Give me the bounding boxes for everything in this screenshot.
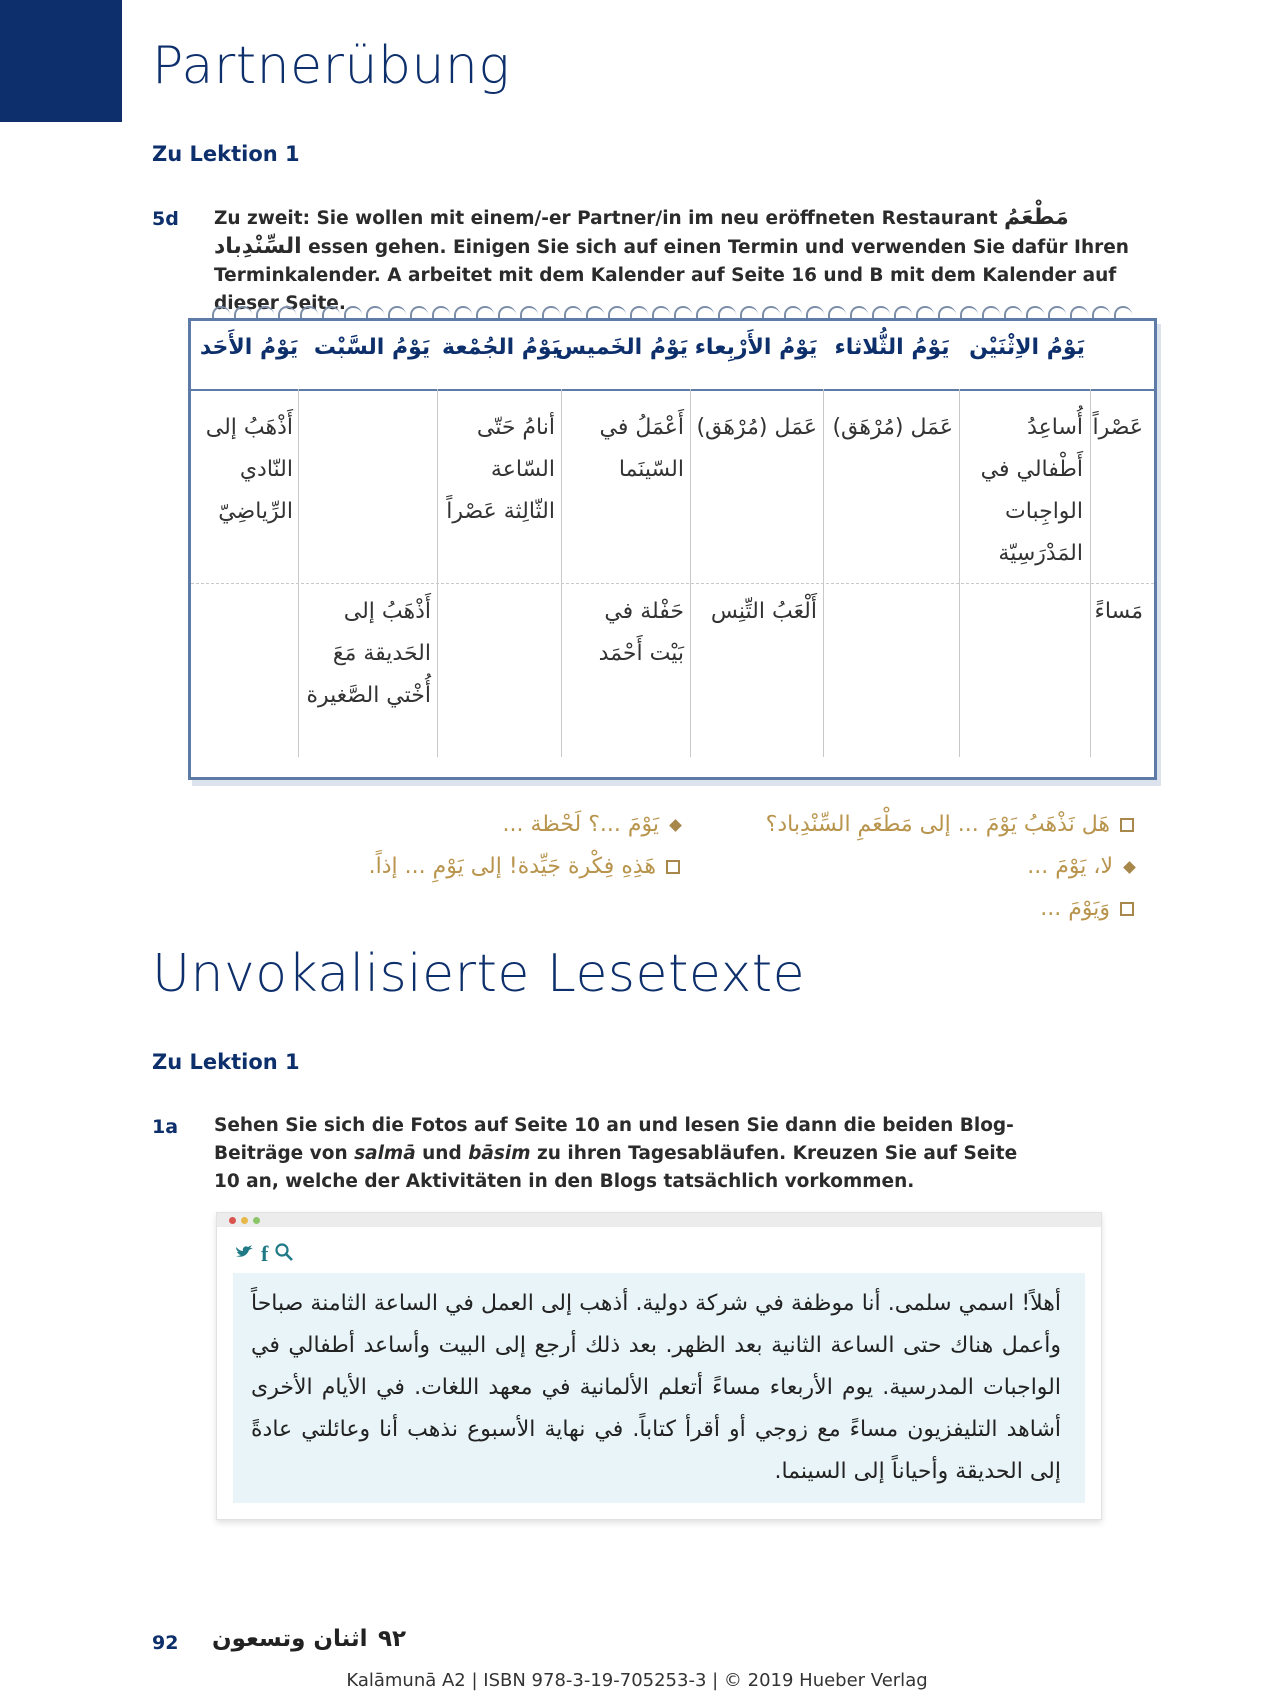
cell-afternoon-tuesday: عَمَل (مُرْهَق) <box>832 415 953 440</box>
day-wednesday: يَوْمُ الأَرْبِعاء <box>694 335 818 360</box>
square-marker-icon <box>666 860 680 874</box>
row-label-evening: مَساءً <box>1094 599 1143 624</box>
exercise-instruction-1a <box>214 1112 1044 1196</box>
day-thursday: يَوْمُ الخَميس <box>555 335 688 360</box>
page-number-ar: ٩٢ <box>378 1626 407 1652</box>
exercise-number-1a: 1a <box>152 1116 179 1138</box>
lesson-heading-2: Zu Lektion 1 <box>152 1050 300 1074</box>
cell-evening-saturday: أَذْهَبُ إلى الحَديقة مَعَ أُخْتي الصَّغيرة <box>306 599 431 708</box>
dialogue-line-2: يَوْمَ ...؟ لَحْظة ... <box>503 812 680 837</box>
window-minimize-dot <box>241 1217 248 1224</box>
day-friday: يَوْمُ الجُمْعة <box>441 335 560 360</box>
blog-post-text: أهلاً! اسمي سلمى. أنا موظفة في شركة دولية. أذهب إلى العمل في الساعة الثامنة صباحاً وأعمل هناك حتى الساعة الثانية بعد الظهر. بعد ذلك أرجع إلى البيت وأساعد أطفالي في الواجبات المدرسية. يوم الأربعاء مساءً أتعلم الألمانية في معهد اللغات. في الأيام الأخرى أشاهد التليفزيون مساءً مع زوجي أو أقرأ كتاباً. في نهاية الأسبوع نذهب أنا وعائلتي عادةً إلى الحديقة وأحياناً إلى السينما. <box>251 1291 1061 1484</box>
dialogue-line-5: وَيَوْمَ ... <box>1040 896 1134 921</box>
window-maximize-dot <box>253 1217 260 1224</box>
cell-evening-wednesday: أَلْعَبُ التِّنِس <box>710 599 817 624</box>
cell-evening-thursday: حَفْلة في بَيْت أَحْمَد <box>598 599 684 666</box>
cell-afternoon-thursday: أَعْمَلُ في السّينَما <box>599 415 684 482</box>
blog-post <box>233 1273 1085 1503</box>
corner-block <box>0 0 122 122</box>
day-saturday: يَوْمُ السَّبْت <box>313 335 431 360</box>
instruction-text-before: Zu zweit: Sie wollen mit einem/-er Partner/in im neu eröffneten Restaurant <box>214 208 998 229</box>
diamond-marker-icon <box>1123 861 1136 874</box>
copyright-line: Kalāmunā A2 | ISBN 978-3-19-705253-3 | © 2019 Hueber Verlag <box>346 1670 928 1691</box>
exercise-number-5d: 5d <box>152 208 179 230</box>
calendar-header <box>191 321 1154 391</box>
cell-afternoon-monday: أُساعِدُ أَطْفالي في الواجِبات المَدْرَسِيّة <box>980 415 1083 566</box>
blog-social-icons <box>235 1241 294 1267</box>
square-marker-icon <box>1120 902 1134 916</box>
cell-afternoon-friday: أنامُ حَتّى السّاعة الثّالِثة عَصْراً <box>446 415 555 524</box>
instruction-part-2: und <box>422 1143 462 1164</box>
day-monday: يَوْمُ الاِثْنَيْن <box>969 335 1085 360</box>
window-close-dot <box>229 1217 236 1224</box>
section-title-lesetexte: Unvokalisierte Lesetexte <box>152 944 806 1004</box>
cell-afternoon-wednesday: عَمَل (مُرْهَق) <box>696 415 817 440</box>
row-label-afternoon: عَصْراً <box>1092 415 1143 440</box>
square-marker-icon <box>1120 818 1134 832</box>
instruction-part-1: Sehen Sie sich die Fotos auf Seite 10 an und lesen Sie dann die beiden Blog-Beiträge von <box>214 1115 1014 1164</box>
window-titlebar <box>217 1213 1101 1227</box>
dialogue-line-3: لا، يَوْمَ ... <box>1027 854 1134 879</box>
dialogue-line-4: هَذِهِ فِكْرة جَيِّدة! إلى يَوْمِ ... إذاً. <box>369 854 680 879</box>
name-salma: salmā <box>354 1143 416 1164</box>
facebook-icon[interactable]: f <box>261 1241 269 1266</box>
day-sunday: يَوْمُ الأَحَد <box>199 335 299 360</box>
day-tuesday: يَوْمُ الثُّلاثاء <box>834 335 950 360</box>
search-icon[interactable] <box>274 1242 294 1267</box>
name-basim: bāsim <box>468 1143 531 1164</box>
weekly-calendar <box>188 318 1157 780</box>
exercise-instruction-5d <box>214 204 1134 318</box>
restaurant-name-ar: مَطْعَمُ السِّنْدِباد <box>214 205 1069 259</box>
blog-window <box>216 1212 1102 1520</box>
row-divider <box>191 583 1154 584</box>
cell-afternoon-sunday: أَذْهَبُ إلى النّادي الرِّياضِيّ <box>205 415 293 524</box>
section-title-partneruebung: Partnerübung <box>152 36 511 96</box>
twitter-icon[interactable] <box>235 1244 255 1265</box>
page-number-words-ar: اثنان وتسعون <box>212 1626 368 1652</box>
lesson-heading-1: Zu Lektion 1 <box>152 142 300 166</box>
dialogue-line-1: هَل نَذْهَبُ يَوْمَ ... إلى مَطْعَمِ السِّنْدِباد؟ <box>766 812 1134 837</box>
diamond-marker-icon <box>669 819 682 832</box>
instruction-text-after: essen gehen. Einigen Sie sich auf einen Termin und verwenden Sie dafür Ihren Terminkalender. A arbeitet mit dem Kalender auf Seite 16 und B mit dem Kalender auf dieser Seite. <box>214 237 1129 314</box>
instruction-part-3: zu ihren Tagesabläufen. Kreuzen Sie auf Seite 10 an, welche der Aktivitäten in den Blogs tatsächlich vorkommen. <box>214 1143 1018 1192</box>
page-number: 92 <box>152 1632 179 1654</box>
